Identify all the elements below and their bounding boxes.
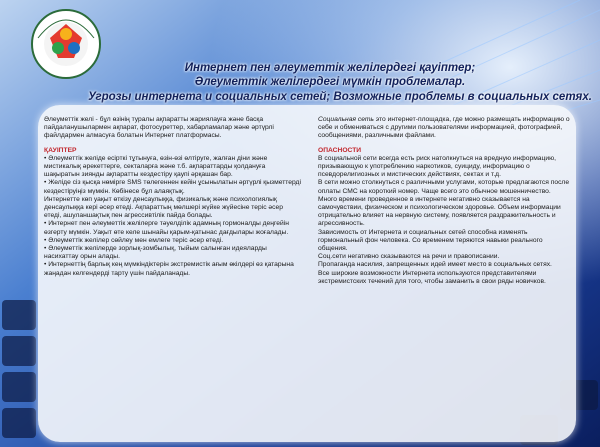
ru-paragraph-6: Пропаганда насилия, запрещенных идей имеет место в социальных сетях.	[318, 261, 552, 269]
title-line-2: Әлеуметтік желілердегі мүмкін проблемалар.	[194, 76, 466, 88]
ru-paragraph-4: Зависимость от Интернета и социальных сетей способна изменять гормональный фон человека. Со временем теряются навыки реального общения.	[318, 228, 543, 253]
ru-paragraph-2: В сети можно столкнуться с различными услугами, которые предлагаются после оплаты СМС на короткий номер. Чаще всего это обычное мошенничество.	[318, 179, 570, 195]
kz-paragraph-1: • Әлеуметтік желіде есірткі тұтынуға, өзін-өзі өлтіруге, жалған діни және мистикалық әрекеттерге, секталарға және т.б. ақпараттарды қолдануға шақыратын зиянды ақпаратты кездестіру қаупі әрқашан бар.	[44, 154, 268, 179]
ru-paragraph-1: В социальной сети всегда есть риск натолкнуться на вредную информацию, призывающую к употреблению наркотиков, суициду, информацию о псевдорелигиозных и мистических действиях, сектах и т.д.	[318, 154, 556, 179]
russian-column	[318, 116, 570, 286]
kz-paragraph-3: Интернетте көп уақыт өткізу денсаулыққа, физикалық және психологиялық денсаулыққа кері әсер етеді. Ақпараттың мөлшері жүйке жүйесіне теріс әсер етеді, ашуланшақтық пен агрессивтілік пайда болады.	[44, 195, 283, 220]
title-line-1: Интернет пен әлеуметтік желілердегі қауіптер;	[184, 62, 476, 74]
kz-intro: Әлеуметтік желі - бұл өзінің туралы ақпаратты жариялауға және басқа пайдаланушылармен ақпарат, фотосуреттер, хабарламалар және әртүрлі файлдармен алмасуға болатын Интернет платформасы.	[44, 116, 274, 140]
kz-paragraph-7: • Интернеттің барлық кең мүмкіндіктерін экстремистік ағым өкілдері өз қатарына жаңадан келгендерді тарту үшін пайдаланады.	[44, 261, 294, 277]
title-line-3: Угрозы интернета и социальных сетей; Возможные проблемы в социальных сетях.	[88, 91, 592, 103]
ru-heading: ОПАСНОСТИ	[318, 146, 362, 154]
kz-heading: ҚАУІПТЕР	[44, 146, 77, 154]
kz-paragraph-5: • Әлеуметтік желілер сөйлеу мен емлеге теріс әсер етеді.	[44, 236, 224, 244]
ru-intro	[318, 116, 570, 141]
ru-intro-text: это интернет-площадка, где можно размещать информацию о себе и обмениваться с другими пользователями информацией, фотографией, сообщениями, различными файлами.	[318, 116, 570, 140]
kz-paragraph-6: • Әлеуметтік желілерде зорлық-зомбылық, тыйым салынған идеяларды насихаттау орын алады.	[44, 245, 267, 261]
kz-paragraph-4: • Интернет пен әлеуметтік желілерге тәуелділік адамның гормоналды деңгейін өзгерту мүмкін. Уақыт өте келе шынайы қарым-қатынас дағдылары жоғалады.	[44, 220, 289, 236]
ru-paragraph-5: Соц.сети негативно сказываются на речи и правописании.	[318, 253, 500, 261]
ru-paragraph-3: Много времени проведенное в интернете негативно сказывается на самочувствии, физическом и психологическом здоровье. Объем информации отрицательно влияет на нервную систему, появляется раздражительность и агрессивность.	[318, 195, 561, 228]
kz-paragraph-2: • Желіде сіз қысқа нөмірге SMS төлегеннен кейін ұсынылатын әртүрлі қызметтерді кездестіруіңіз мүмкін. Көбінесе бұл алаяқтық.	[44, 179, 301, 195]
ru-intro-term: Социальная сеть	[318, 116, 374, 123]
ru-paragraph-7: Все широкие возможности Интернета используются представителями экстремистских течений для того, чтобы заманить в свои ряды новичков.	[318, 269, 546, 285]
kazakh-column	[44, 116, 302, 278]
